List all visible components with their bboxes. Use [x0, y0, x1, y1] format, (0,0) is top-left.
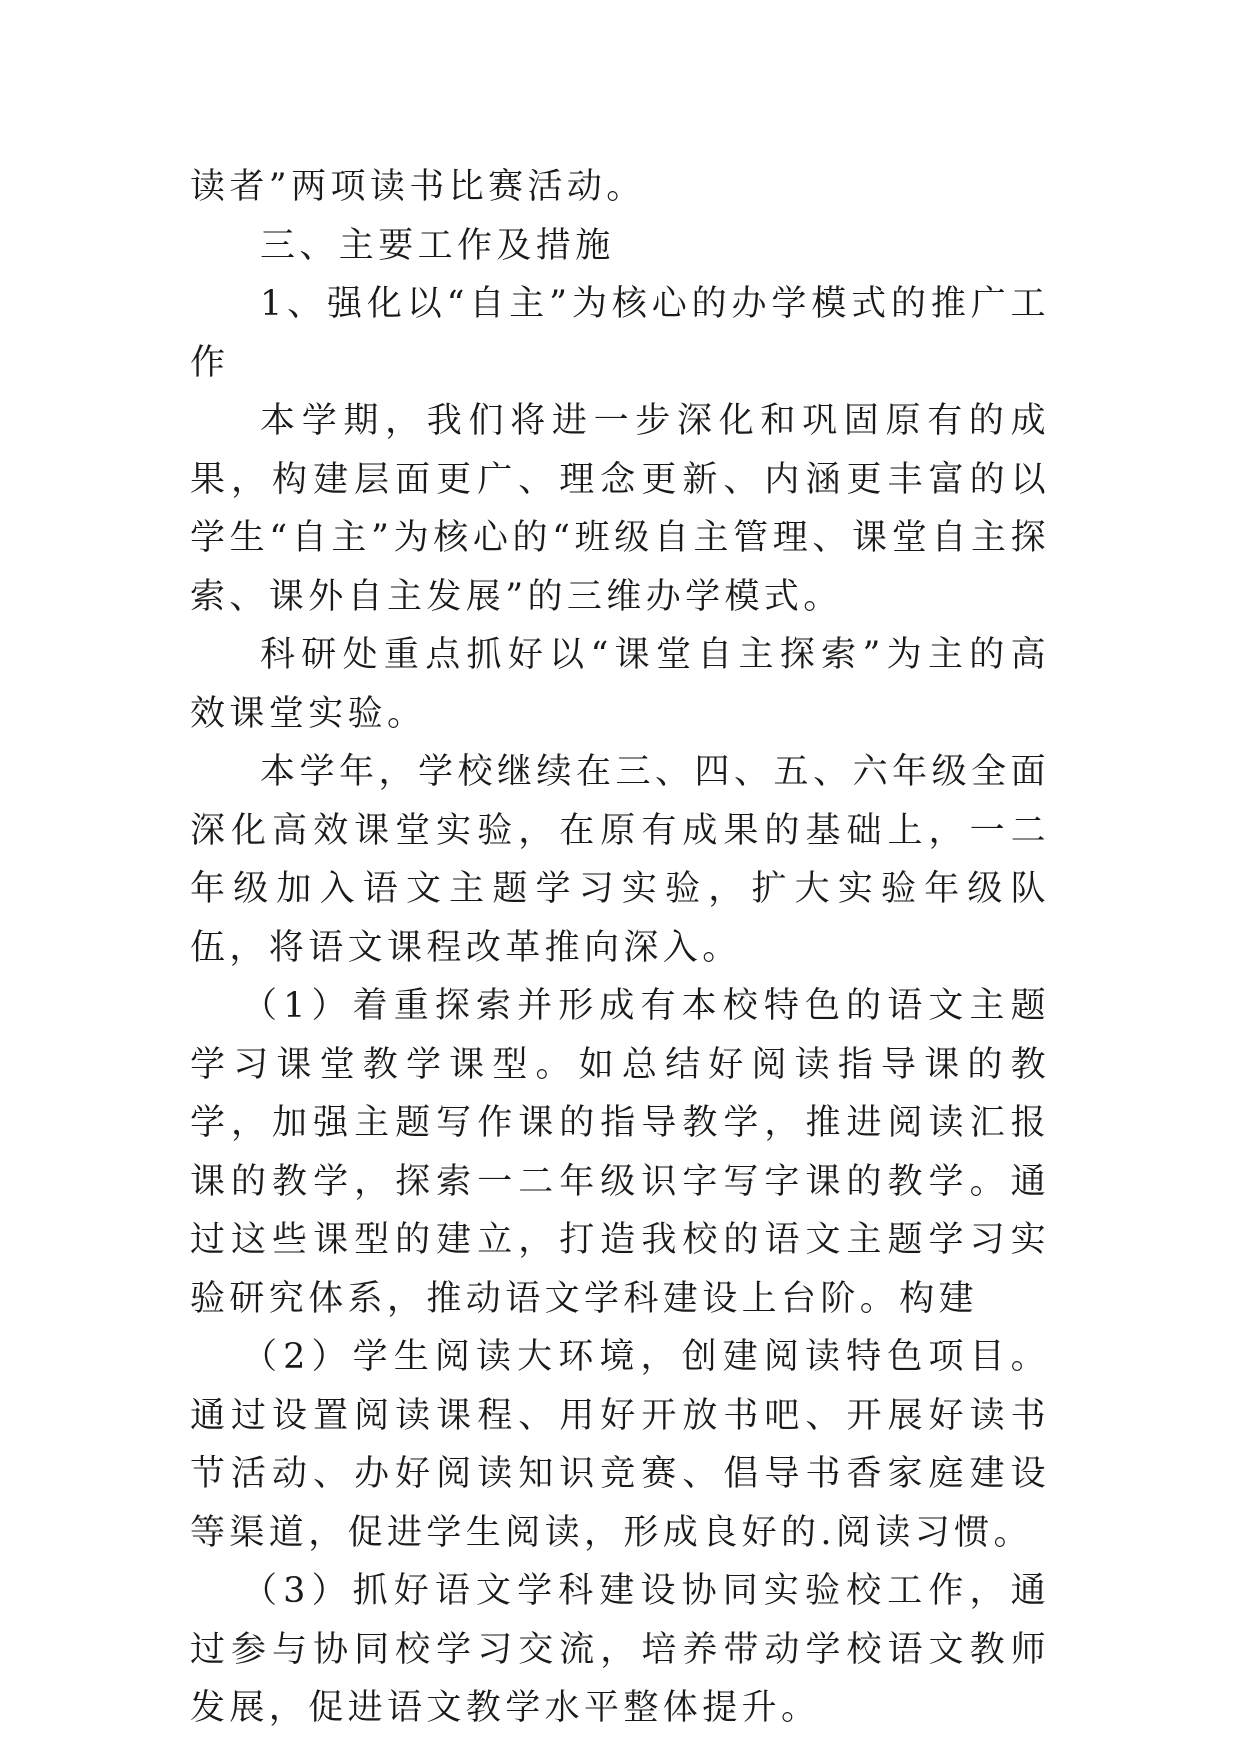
list-item-1: （1）着重探索并形成有本校特色的语文主题学习课堂教学课型。如总结好阅读指导课的教学，加强主题写作课的指导教学，推进阅读汇报课的教学，探索一二年级识字写字课的教学。通过这些课型的建立，打造我校的语文主题学习实验研究体系，推动语文学科建设上台阶。构建 — [190, 986, 1050, 1319]
paragraph-semester-plan: 本学期，我们将进一步深化和巩固原有的成果，构建层面更广、理念更新、内涵更丰富的以学生“自主”为核心的“班级自主管理、课堂自主探索、课外自主发展”的三维办学模式。 — [190, 401, 1050, 617]
subsection-heading-autonomy-model: 1、强化以“自主”为核心的办学模式的推广工作 — [190, 284, 1050, 383]
document-body — [190, 158, 1050, 1738]
list-item-3: （3）抓好语文学科建设协同实验校工作，通过参与协同校学习交流，培养带动学校语文教师发展，促进语文教学水平整体提升。 — [190, 1571, 1050, 1728]
paragraph-research-office: 科研处重点抓好以“课堂自主探索”为主的高效课堂实验。 — [190, 635, 1050, 734]
paragraph-school-year: 本学年，学校继续在三、四、五、六年级全面深化高效课堂实验，在原有成果的基础上，一二年级加入语文主题学习实验，扩大实验年级队伍，将语文课程改革推向深入。 — [190, 752, 1050, 968]
list-item-2: （2）学生阅读大环境，创建阅读特色项目。通过设置阅读课程、用好开放书吧、开展好读书节活动、办好阅读知识竞赛、倡导书香家庭建设等渠道，促进学生阅读，形成良好的.阅读习惯。 — [190, 1337, 1050, 1553]
paragraph-continuation: 读者”两项读书比赛活动。 — [190, 167, 646, 207]
section-heading-main-work: 三、主要工作及措施 — [260, 225, 615, 266]
